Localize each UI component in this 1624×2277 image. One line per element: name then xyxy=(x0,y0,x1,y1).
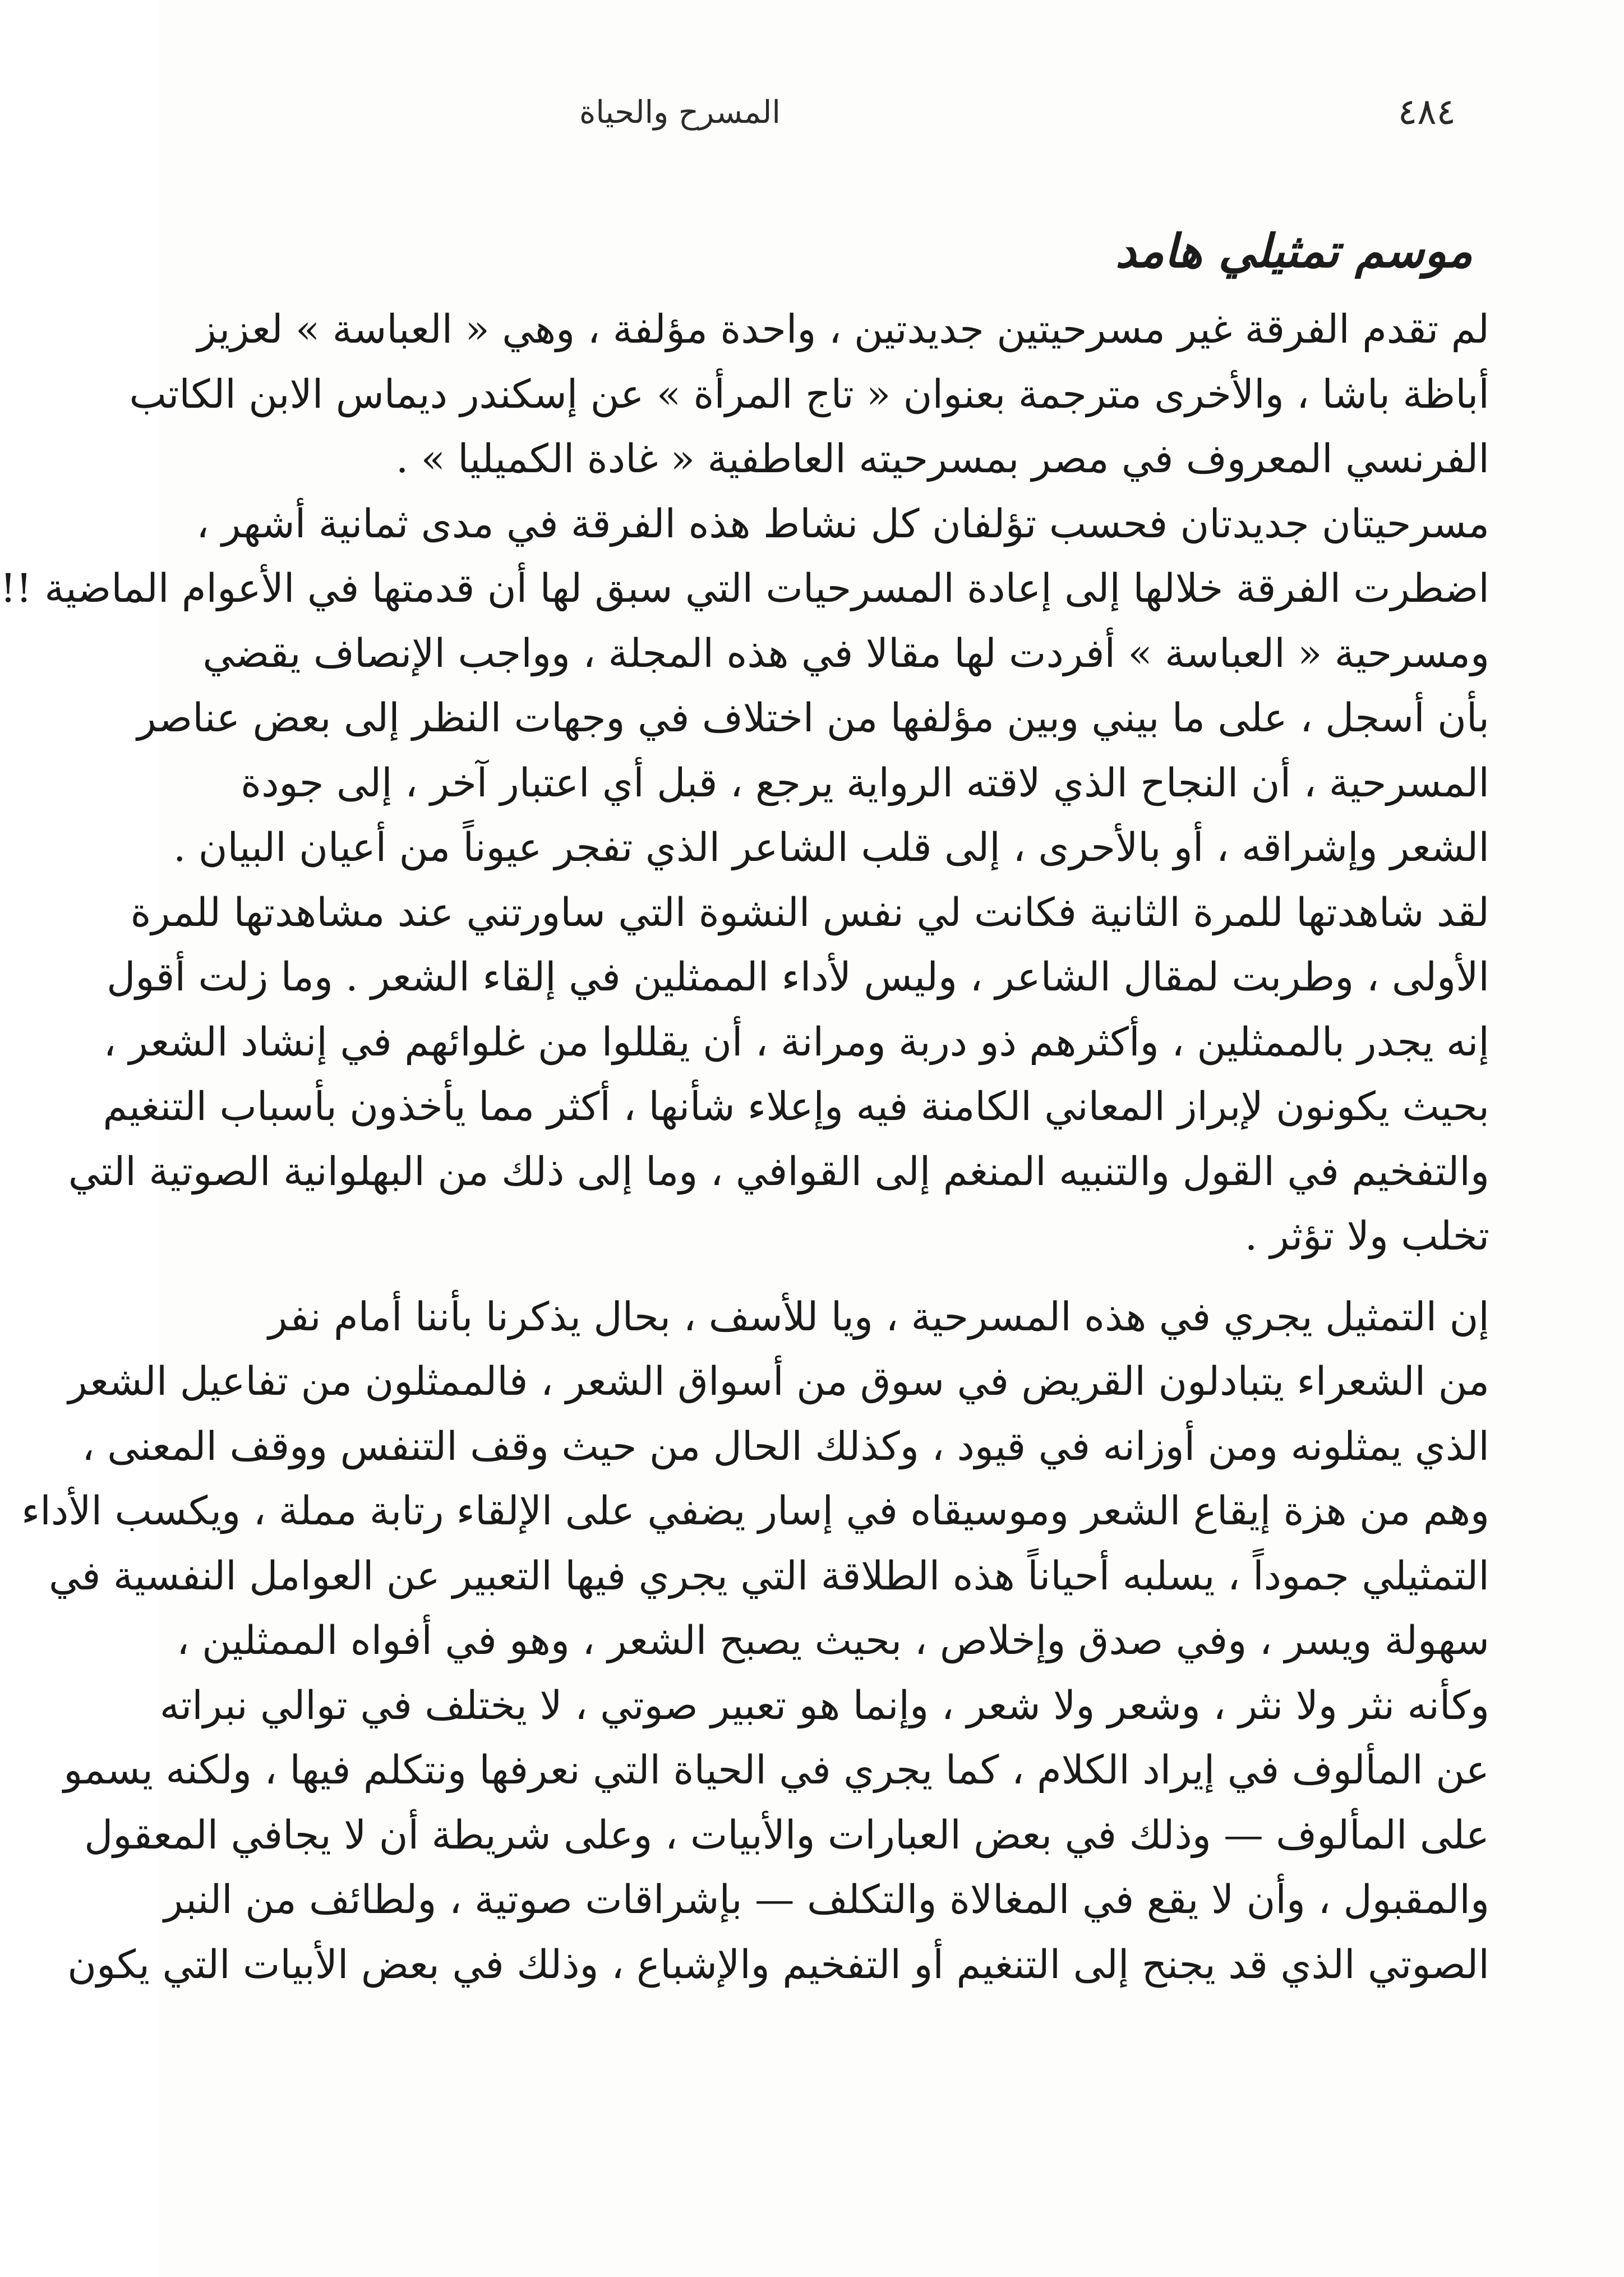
paragraph-1 xyxy=(129,297,1489,492)
text-line: والتفخيم في القول والتنبيه المنغم إلى القوافي ، وما إلى ذلك من البهلوانية الصوتية التي xyxy=(68,1148,1489,1195)
paragraph-3 xyxy=(68,621,1489,1269)
text-line: من الشعراء يتبادلون القريض في سوق من أسواق الشعر ، فالممثلون من تفاعيل الشعر xyxy=(68,1358,1489,1404)
text-line: إن التمثيل يجري في هذه المسرحية ، ويا للأسف ، بحال يذكرنا بأننا أمام نفر xyxy=(268,1293,1489,1340)
text-line: الشعر وإشراقه ، أو بالأحرى ، إلى قلب الشاعر الذي تفجر عيوناً من أعيان البيان . xyxy=(173,824,1489,870)
page-number: ٤٨٤ xyxy=(1397,91,1456,133)
text-line: وهم من هزة إيقاع الشعر وموسيقاه في إسار يضفي على الإلقاء رتابة مملة ، ويكسب الأداء xyxy=(21,1488,1489,1534)
text-line: أباظة باشا ، والأخرى مترجمة بعنوان « تاج المرأة » عن إسكندر ديماس الابن الكاتب xyxy=(129,371,1489,417)
text-line: مسرحيتان جديدتان فحسب تؤلفان كل نشاط هذه الفرقة في مدى ثمانية أشهر ، xyxy=(196,500,1489,547)
text-line: اضطرت الفرقة خلالها إلى إعادة المسرحيات التي سبق لها أن قدمتها في الأعوام الماضية !! xyxy=(0,565,1489,611)
text-line: تخلب ولا تؤثر . xyxy=(1244,1213,1489,1259)
text-line: ومسرحية « العباسة » أفردت لها مقالا في هذه المجلة ، وواجب الإنصاف يقضي xyxy=(202,630,1489,676)
paragraph-gap xyxy=(293,1269,1489,1285)
text-line: الأولى ، وطربت لمقال الشاعر ، وليس لأداء الممثلين في إلقاء الشعر . وما زلت أقول xyxy=(107,954,1489,1000)
text-line: والمقبول ، وأن لا يقع في المغالاة والتكلف — بإشراقات صوتية ، ولطائف من النبر xyxy=(164,1877,1489,1923)
text-line: لم تقدم الفرقة غير مسرحيتين جديدتين ، واحدة مؤلفة ، وهي « العباسة » لعزيز xyxy=(197,306,1489,352)
paragraph-4 xyxy=(21,1285,1489,1998)
text-line: الذي يمثلونه ومن أوزانه في قيود ، وكذلك الحال من حيث وقف التنفس ووقف المعنى ، xyxy=(82,1423,1489,1469)
text-line: إنه يجدر بالممثلين ، وأكثرهم ذو دربة ومرانة ، أن يقللوا من غلوائهم في إنشاد الشعر ، xyxy=(103,1018,1489,1065)
text-line: الصوتي الذي قد يجنح إلى التنغيم أو التفخيم والإشباع ، وذلك في بعض الأبيات التي يكون xyxy=(67,1941,1489,1988)
text-line: وكأنه نثر ولا نثر ، وشعر ولا شعر ، وإنما هو تعبير صوتي ، لا يختلف في توالي نبراته xyxy=(159,1682,1489,1729)
text-line: على المألوف — وذلك في بعض العبارات والأبيات ، وعلى شريطة أن لا يجافي المعقول xyxy=(84,1812,1489,1858)
text-line: بأن أسجل ، على ما بيني وبين مؤلفها من اختلاف في وجهات النظر إلى بعض عناصر xyxy=(137,695,1489,741)
text-line: لقد شاهدتها للمرة الثانية فكانت لي نفس النشوة التي ساورتني عند مشاهدتها للمرة xyxy=(130,889,1489,935)
text-line: التمثيلي جموداً ، يسلبه أحياناً هذه الطلاقة التي يجري فيها التعبير عن العوامل النفسية في xyxy=(49,1552,1489,1599)
running-head xyxy=(327,84,1456,140)
text-line: عن المألوف في إيراد الكلام ، كما يجري في الحياة التي نعرفها ونتكلم فيها ، ولكنه يسمو xyxy=(63,1747,1489,1793)
text-line: المسرحية ، أن النجاح الذي لاقته الرواية يرجع ، قبل أي اعتبار آخر ، إلى جودة xyxy=(241,759,1489,806)
body-text xyxy=(0,297,1489,1997)
paragraph-2 xyxy=(0,492,1489,621)
section-heading: موسم تمثيلي هامد xyxy=(1115,224,1473,278)
text-line: الفرنسي المعروف في مصر بمسرحيته العاطفية « غادة الكميليا » . xyxy=(395,436,1489,482)
text-line: بحيث يكونون لإبراز المعاني الكامنة فيه وإعلاء شأنها ، أكثر مما يأخذون بأسباب التنغيم xyxy=(103,1084,1489,1130)
running-title: المسرح والحياة xyxy=(579,94,781,131)
text-line: سهولة ويسر ، وفي صدق وإخلاص ، بحيث يصبح الشعر ، وهو في أفواه الممثلين ، xyxy=(177,1617,1489,1663)
